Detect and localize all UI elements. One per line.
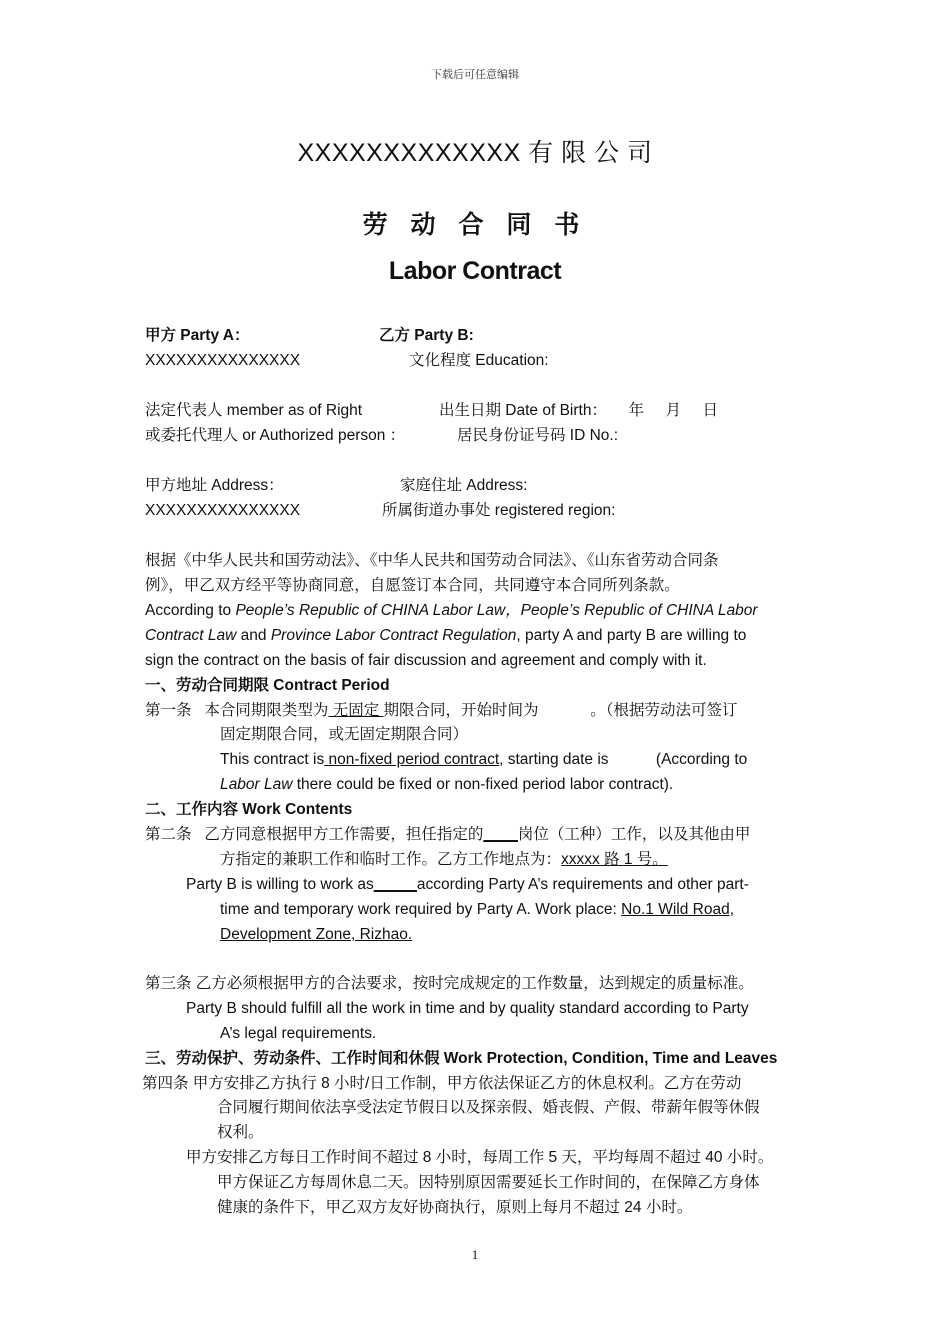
article2-line2: 方指定的兼职工作和临时工作。乙方工作地点为：xxxxx 路 1 号。	[220, 851, 668, 868]
section2-heading: 二、工作内容 Work Contents	[145, 801, 353, 818]
preamble-cn-line1: 根据《中华人民共和国劳动法》、《中华人民共和国劳动合同法》、《山东省劳动合同条	[145, 552, 719, 569]
article1-en-line1: This contract is non-fixed period contract, starting date is (According to	[220, 751, 748, 768]
article3-en-line1: Party B should fulfill all the work in time and by quality standard according to Party	[186, 1000, 749, 1017]
page-number: 1	[471, 1247, 479, 1262]
dob-label: 出生日期 Date of Birth： 年 月 日	[439, 402, 719, 419]
article1-line1: 第一条 本合同期限类型为 无固定 期限合同，开始时间为 。（根据劳动法可签订	[145, 702, 738, 719]
header-note: 下载后可任意编辑	[431, 69, 519, 81]
authorized-label: 或委托代理人 or Authorized person ：	[145, 427, 406, 444]
education-label: 文化程度 Education:	[409, 352, 549, 369]
preamble-en-line1: According to People’s Republic of CHINA Labor Law，People’s Republic of CHINA Labor	[145, 602, 758, 619]
address-a-label: 甲方地址 Address：	[145, 477, 284, 494]
article3-en-line2: A’s legal requirements.	[220, 1025, 377, 1042]
address-a-value: XXXXXXXXXXXXXXX	[145, 502, 301, 519]
preamble-en-line3: sign the contract on the basis of fair discussion and agreement and comply with it.	[145, 652, 707, 669]
article4-para2-line2: 甲方保证乙方每周休息二天。因特别原因需要延长工作时间的，在保障乙方身体	[217, 1174, 760, 1191]
party-b-label: 乙方 Party B:	[379, 327, 474, 344]
legal-rep-label: 法定代表人 member as of Right	[145, 402, 363, 419]
article4-line1: 第四条 甲方安排乙方执行 8 小时/日工作制，甲方依法保证乙方的休息权利。乙方在劳动	[142, 1075, 742, 1092]
article2-en-line2: time and temporary work required by Party A. Work place: No.1 Wild Road,	[220, 901, 735, 918]
article2-line1: 第二条 乙方同意根据甲方工作需要，担任指定的____岗位（工种）工作，以及其他由甲	[145, 826, 751, 843]
company-name: XXXXXXXXXXXXX 有 限 公 司	[297, 139, 653, 167]
id-number-label: 居民身份证号码 ID No.:	[457, 427, 619, 444]
article1-line2: 固定期限合同，或无固定期限合同）	[220, 726, 469, 743]
home-address-label: 家庭住址 Address:	[400, 477, 528, 494]
party-a-name: XXXXXXXXXXXXXXX	[145, 352, 301, 369]
article4-para2-line1: 甲方安排乙方每日工作时间不超过 8 小时，每周工作 5 天，平均每周不超过 40 小时。	[186, 1149, 774, 1166]
section1-heading: 一、劳动合同期限 Contract Period	[145, 677, 390, 694]
article2-en-line3: Development Zone, Rizhao.	[220, 926, 413, 943]
party-a-label: 甲方 Party A：	[145, 327, 250, 344]
article2-en-line1: Party B is willing to work as_____according Party A’s requirements and other part-	[186, 876, 749, 893]
article1-en-line2: Labor Law there could be fixed or non-fixed period labor contract).	[220, 776, 674, 793]
article3-line1: 第三条 乙方必须根据甲方的合法要求，按时完成规定的工作数量，达到规定的质量标准。	[145, 975, 754, 992]
article4-line3: 权利。	[217, 1124, 264, 1141]
region-label: 所属街道办事处 registered region:	[382, 502, 616, 519]
preamble-cn-line2: 例》，甲乙双方经平等协商同意，自愿签订本合同，共同遵守本合同所列条款。	[145, 577, 680, 594]
section3-heading: 三、劳动保护、劳动条件、工作时间和休假 Work Protection, Condition, Time and Leaves	[145, 1050, 778, 1067]
title-chinese: 劳 动 合 同 书	[362, 211, 588, 239]
preamble-en-line2: Contract Law and Province Labor Contract Regulation, party A and party B are willing to	[145, 627, 747, 644]
title-english: Labor Contract	[388, 257, 562, 285]
article4-para2-line3: 健康的条件下，甲乙双方友好协商执行，原则上每月不超过 24 小时。	[217, 1199, 693, 1216]
article4-line2: 合同履行期间依法享受法定节假日以及探亲假、婚丧假、产假、带薪年假等休假	[217, 1099, 760, 1116]
